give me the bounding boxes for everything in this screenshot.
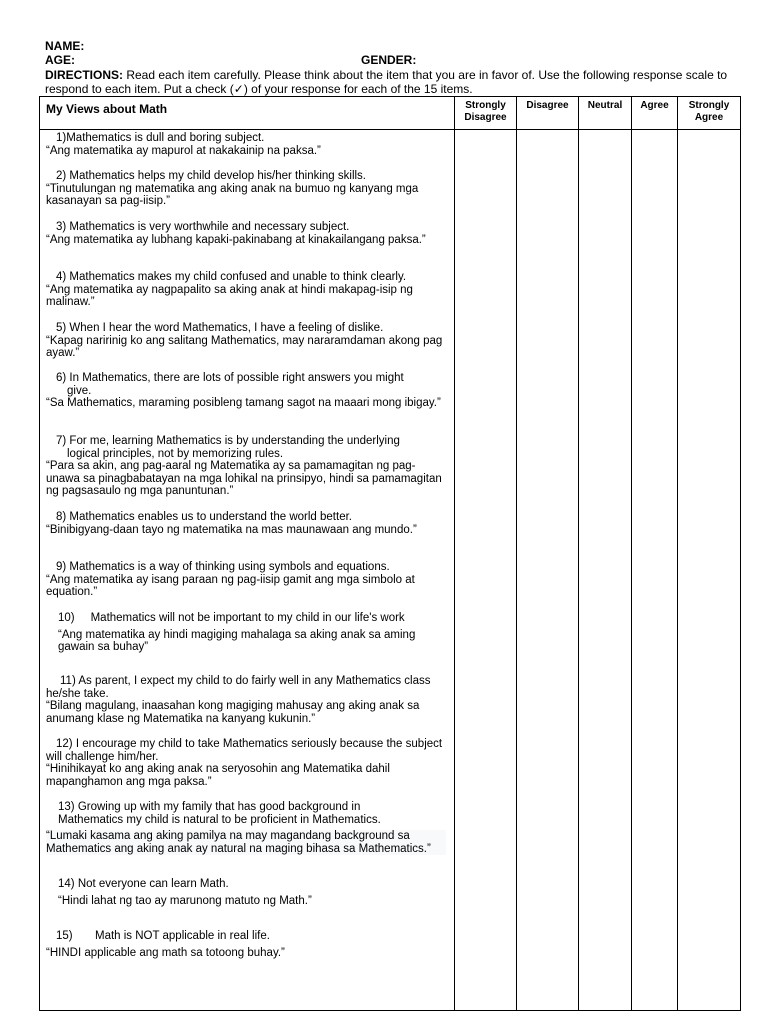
list-item [46,801,446,855]
table-header-row [40,97,741,130]
item-english: 11) As parent, I expect my child to do fairly well in any Mathematics class he/she take. [46,675,431,700]
gender-label[interactable]: GENDER: [361,53,417,67]
item-tagalog: “Binibigyang-daan tayo ng matematika na mas maunawaan ang mundo.” [46,523,417,536]
items-cell [40,130,455,1011]
item-tagalog: “Ang matematika ay hindi magiging mahalaga sa aking anak sa aming gawain sa buhay” [58,628,416,654]
item-english: 13) Growing up with my family that has good background in [58,801,361,813]
survey-table [39,96,741,1011]
item-tagalog: “Para sa akin, ang pag-aaral ng Matematika ay sa pamamagitan ng pag-unawa sa pinagbabatayan na mga lohikal na prinsipyo, hindi sa pamamagitan ng pagsasaulo ng mga panuntunan.” [46,460,442,498]
list-item [46,132,446,157]
column-neutral: Neutral [579,97,632,130]
list-item [46,322,446,360]
item-english: 8) Mathematics enables us to understand the world better. [56,511,352,523]
item-tagalog: “Ang matematika ay nagpapalito sa aking anak at hindi makapag-isip ng malinaw.” [46,283,413,309]
item-tagalog: “Ang matematika ay lubhang kapaki-pakinabang at kinakailangang paksa.” [46,233,426,246]
column-strongly-disagree: Strongly Disagree [455,97,517,130]
age-gender-line [45,53,725,67]
item-english: 3) Mathematics is very worthwhile and necessary subject. [56,221,350,233]
item-tagalog: “Ang matematika ay mapurol at nakakainip na paksa.” [46,144,321,157]
item-english: 5) When I hear the word Mathematics, I have a feeling of dislike. [56,322,384,334]
list-item [46,435,446,498]
list-item [46,511,446,536]
table-title: My Views about Math [40,97,455,130]
list-item [46,221,446,246]
list-item [46,738,446,788]
column-disagree: Disagree [517,97,579,130]
list-item [46,170,446,208]
item-english: 7) For me, learning Mathematics is by understanding the underlying [56,435,400,447]
list-item [46,675,446,725]
item-english: 9) Mathematics is a way of thinking using symbols and equations. [56,561,390,573]
items-row [40,130,741,1011]
item-english-continued: give. [67,384,92,397]
directions [45,68,735,96]
item-english: 1)Mathematics is dull and boring subject. [56,132,265,144]
item-tagalog: “HINDI applicable ang math sa totoong buhay.” [46,946,285,959]
column-agree: Agree [632,97,678,130]
item-english: 14) Not everyone can learn Math. [58,878,229,890]
disagree-response-column[interactable] [517,130,579,1011]
item-english: 6) In Mathematics, there are lots of possible right answers you might [56,372,404,384]
strongly-agree-response-column[interactable] [678,130,741,1011]
agree-response-column[interactable] [632,130,678,1011]
item-english: 10) Mathematics will not be important to my child in our life's work [58,612,405,624]
item-tagalog: “Hinihikayat ko ang aking anak na seryosohin ang Matematika dahil mapanghamon ang mga paksa.” [46,763,390,788]
age-label[interactable]: AGE: [45,53,75,67]
name-label: NAME: [45,39,85,53]
item-english-continued: logical principles, not by memorizing rules. [67,447,284,460]
list-item [46,878,446,907]
item-english: 4) Mathematics makes my child confused and unable to think clearly. [56,271,407,283]
item-tagalog: “Kapag naririnig ko ang salitang Mathematics, may nararamdaman akong pag ayaw.” [46,334,443,360]
directions-label: DIRECTIONS: [45,68,123,82]
item-tagalog: “Lumaki kasama ang aking pamilya na may magandang background sa Mathematics ang aking anak ay natural na maging bihasa sa Mathematics.” [46,830,446,855]
item-english-continued: Mathematics my child is natural to be proficient in Mathematics. [58,813,381,826]
list-item [46,612,446,654]
item-tagalog: “Ang matematika ay isang paraan ng pag-iisip gamit ang mga simbolo at equation.” [46,573,415,599]
name-field[interactable] [45,39,84,53]
column-strongly-agree: Strongly Agree [678,97,741,130]
directions-text: Read each item carefully. Please think about the item that you are in favor of. Use the following response scale to respond to each item. Put a check (✓) of your response for each of the 15 items. [45,68,728,96]
item-english: 2) Mathematics helps my child develop his/her thinking skills. [56,170,366,182]
item-tagalog: “Sa Mathematics, maraming posibleng tamang sagot na maaari mong ibigay.” [46,397,441,410]
list-item [46,372,446,410]
strongly-disagree-response-column[interactable] [455,130,517,1011]
list-item [46,930,446,959]
list-item [46,561,446,599]
neutral-response-column[interactable] [579,130,632,1011]
item-tagalog: “Hindi lahat ng tao ay marunong matuto ng Math.” [58,894,312,907]
item-english: 15) Math is NOT applicable in real life. [56,930,270,942]
item-tagalog: “Tinutulungan ng matematika ang aking anak na bumuo ng kanyang mga kasanayan sa pag-iisip.” [46,182,419,208]
item-english: 12) I encourage my child to take Mathematics seriously because the subject will challenge him/her. [46,738,443,763]
item-tagalog: “Bilang magulang, inaasahan kong magiging mahusay ang aking anak sa anumang klase ng Matematika na kanyang kukunin.” [46,700,420,725]
list-item [46,271,446,309]
